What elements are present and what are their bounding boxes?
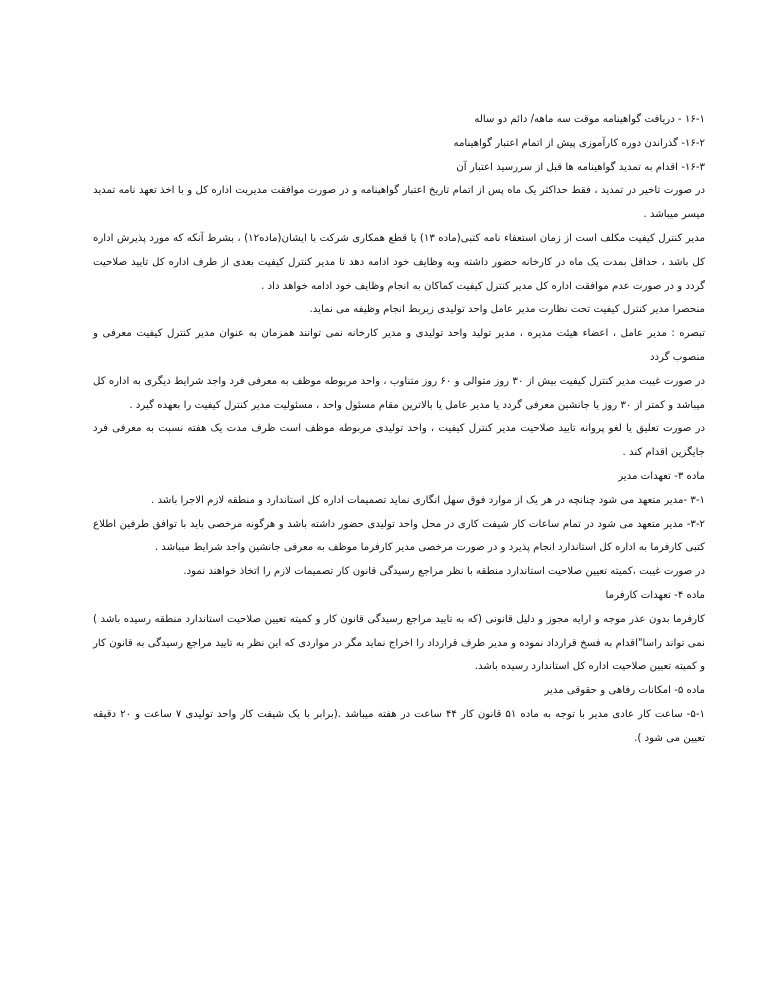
supervision-paragraph: منحصرا مدیر کنترل کیفیت تحت نظارت مدیر عامل واحد تولیدی زیربط انجام وظیفه می نماید. — [309, 304, 705, 316]
clause-3-1: ۳-۱ -مدیر متعهد می شود چنانچه در هر یک از موارد فوق سهل انگاری نماید تصمیمات اداره کل استاندارد و منطقه لازم الاجرا باشد . — [150, 494, 705, 506]
employer-obligations-paragraph: کارفرما بدون عذر موجه و ارایه مجوز و دلیل قانونی (که به تایید مراجع رسیدگی قانون کار و کمیته تعیین صلاحیت استاندارد منطقه رسیده باشد ) نمی تواند راسا"اقدام به فسخ قرارداد نموده و مدیر طرف قرارداد را اخراج نماید مگر در مواردی که این نظر به تایید مراجع رسیدگی به قانون کار و کمیته تعیین صلاحیت اداره کل استاندارد رسیده باشد. — [93, 613, 705, 673]
article-5-heading: ماده ۵- امکانات رفاهی و حقوقی مدیر — [544, 685, 705, 697]
clause-16-1: ۱۶-۱ - دریافت گواهینامه موقت سه ماهه/ دائم دو ساله — [474, 114, 705, 125]
absence-paragraph: در صورت غیبت مدیر کنترل کیفیت بیش از ۳۰ روز متوالی و ۶۰ روز متناوب ، واحد مربوطه موظف به معرفی فرد واجد شرایط دیگری به اداره کل میباشد و کمتر از ۳۰ روز یا جانشین معرفی گردد یا مدیر عامل یا بالاترین مقام مسئول واحد ، مسئولیت مدیر کنترل کیفیت را بعهده گیرد . — [93, 375, 705, 411]
article-4-heading: ماده ۴- تعهدات کارفرما — [605, 589, 705, 601]
clause-16-2: ۱۶-۲- گذراندن دوره کارآموزی پیش از اتمام اعتبار گواهینامه — [453, 137, 705, 149]
renewal-delay-paragraph: در صورت تاخیر در تمدید ، فقط حداکثر یک ماه پس از اتمام تاریخ اعتبار گواهینامه و در صورت موافقت مدیریت اداره کل و با اخذ تعهد نامه تمدید میسر میباشد . — [93, 185, 705, 221]
suspension-paragraph: در صورت تعلیق یا لغو پروانه تایید صلاحیت مدیر کنترل کیفیت ، واحد تولیدی مربوطه موظف است ظرف مدت یک هفته نسبت به معرفی فرد جایگزین اقدام کند . — [93, 423, 705, 459]
resignation-paragraph: مدیر کنترل کیفیت مکلف است از زمان استعفاء نامه کتبی(ماده ۱۳) یا قطع همکاری شرکت با ایشان(ماده۱۲) ، بشرط آنکه که مورد پذیرش اداره کل باشد ، حداقل بمدت یک ماه در کارخانه حضور داشته وبه وظایف خود ادامه دهد تا مدیر کنترل کیفیت بعدی از طرف اداره کل تایید صلاحیت گردد و در صورت عدم موافقت اداره کل مدیر کنترل کیفیت کماکان به انجام وظایف خود ادامه خواهد داد . — [93, 232, 705, 292]
clause-16-3: ۱۶-۳- اقدام به تمدید گواهینامه ها قبل از سررسید اعتبار آن — [456, 161, 705, 173]
note-paragraph: تبصره : مدیر عامل ، اعضاء هیئت مدیره ، مدیر تولید واحد تولیدی و مدیر کارخانه نمی توانند همزمان به عنوان مدیر کنترل کیفیت معرفی و منصوب گردد — [93, 328, 705, 363]
article-3-heading: ماده ۳- تعهدات مدیر — [618, 470, 705, 482]
clause-5-1: ۵-۱- ساعت کار عادی مدیر با توجه به ماده ۵۱ قانون کار ۴۴ ساعت در هفته میباشد .(برابر با یک شیفت کار واحد تولیدی ۷ ساعت و ۲۰ دقیقه تعیین می شود ). — [93, 708, 705, 744]
clause-3-2: ۳-۲- مدیر متعهد می شود در تمام ساعات کار شیفت کاری در محل واحد تولیدی حضور داشته باشد و هرگونه مرخصی باید با توافق طرفین اطلاع کتبی کارفرما به اداره کل استاندارد انجام پذیرد و در صورت مرخصی مدیر کارفرما موظف به معرفی جانشین واجد شرایط میباشد . — [93, 518, 705, 554]
document-body — [93, 108, 705, 751]
absence-committee-paragraph: در صورت غیبت ،کمیته تعیین صلاحیت استاندارد منطقه با نظر مراجع رسیدگی قانون کار تصمیمات لازم را اتخاذ خواهند نمود. — [183, 566, 705, 578]
